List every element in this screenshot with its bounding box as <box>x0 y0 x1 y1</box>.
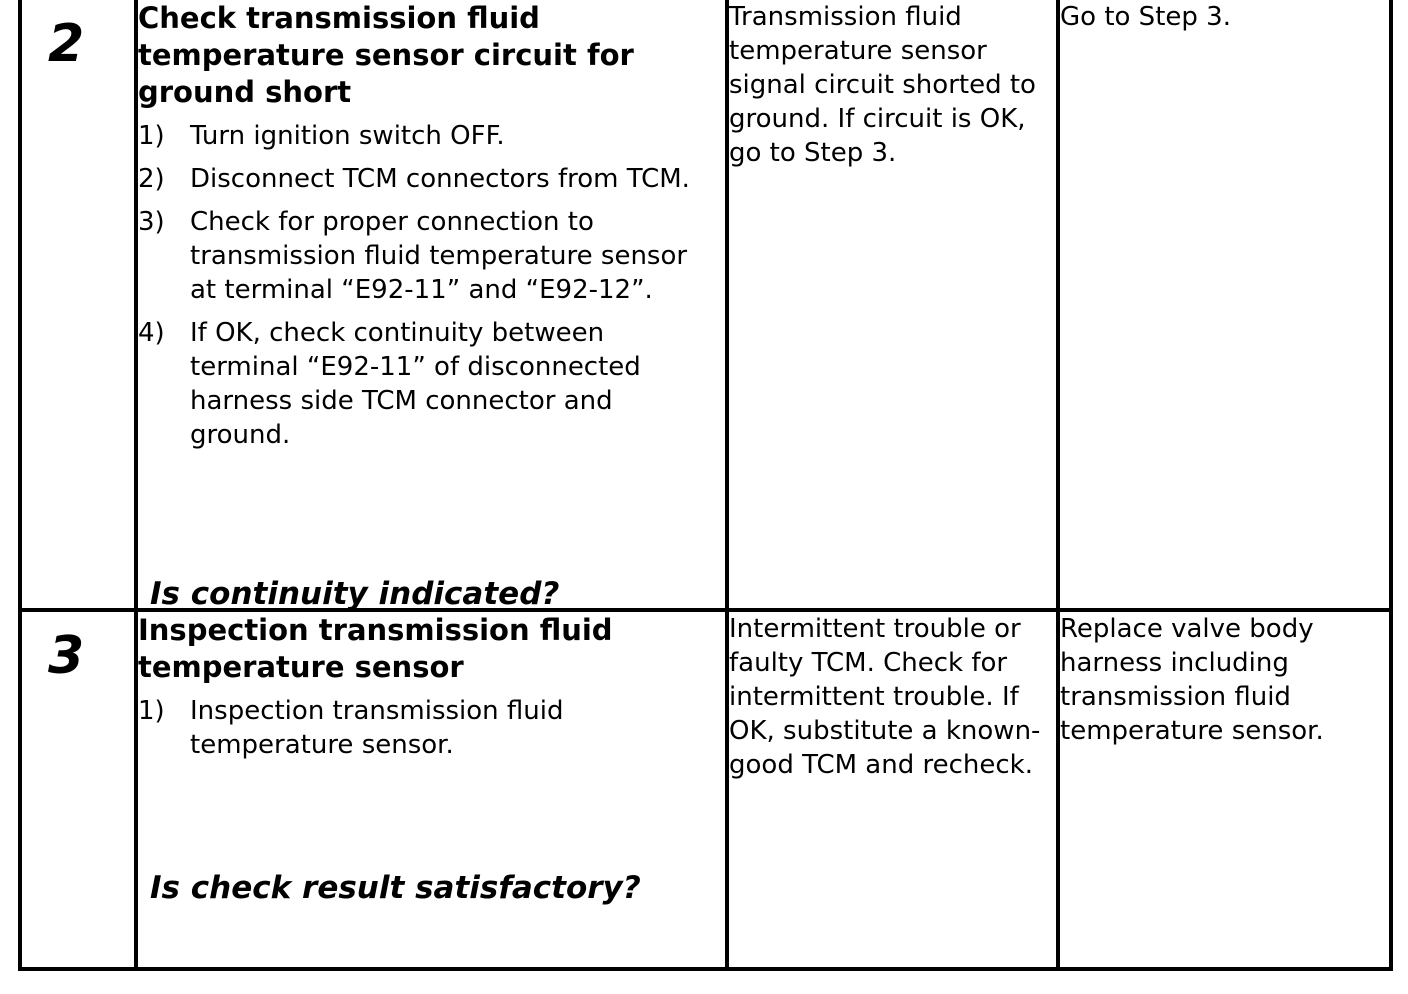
action-title: Check transmission fluid temperature sensor circuit for ground short <box>138 1 634 109</box>
no-result-cell: Replace valve body harness including transmission fluid temperature sensor. <box>1058 610 1391 969</box>
step-number: 3 <box>48 626 85 686</box>
step-cell <box>20 610 136 969</box>
list-item-number: 2) <box>138 164 165 194</box>
list-item-text: Disconnect TCM connectors from TCM. <box>190 164 690 194</box>
table-row-step-3 <box>20 610 1391 969</box>
yes-result-cell: Transmission fluid temperature sensor signal circuit shorted to ground. If circuit is OK, go to Step 3. <box>727 0 1058 610</box>
question-text: Is check result satisfactory? <box>150 870 641 906</box>
step-number: 2 <box>48 14 85 74</box>
action-steps-list <box>138 119 725 452</box>
table-row-step-2 <box>20 0 1391 610</box>
list-item-text: Inspection transmission fluid temperature sensor. <box>190 696 564 760</box>
list-item-text: Check for proper connection to transmission fluid temperature sensor at terminal “E92-11” and “E92-12”. <box>190 207 688 305</box>
action-title: Inspection transmission fluid temperature sensor <box>138 613 613 684</box>
no-result-cell: Go to Step 3. <box>1058 0 1391 610</box>
yes-result-cell: Intermittent trouble or faulty TCM. Check for intermittent trouble. If OK, substitute a known-good TCM and recheck. <box>727 610 1058 969</box>
list-item-number: 1) <box>138 696 165 726</box>
list-item-text: If OK, check continuity between terminal “E92-11” of disconnected harness side TCM connector and ground. <box>190 318 641 450</box>
diagnostic-table-container <box>18 0 1389 986</box>
step-cell <box>20 0 136 610</box>
question-text: Is continuity indicated? <box>150 576 560 612</box>
list-item <box>138 316 725 452</box>
list-item <box>138 694 725 762</box>
action-cell <box>136 610 727 969</box>
action-steps-list <box>138 694 725 762</box>
list-item-text: Turn ignition switch OFF. <box>190 121 505 151</box>
list-item-number: 3) <box>138 207 165 237</box>
diagnostic-table <box>18 0 1393 971</box>
list-item <box>138 119 725 153</box>
list-item <box>138 205 725 307</box>
action-cell <box>136 0 727 610</box>
list-item <box>138 162 725 196</box>
list-item-number: 1) <box>138 121 165 151</box>
list-item-number: 4) <box>138 318 165 348</box>
